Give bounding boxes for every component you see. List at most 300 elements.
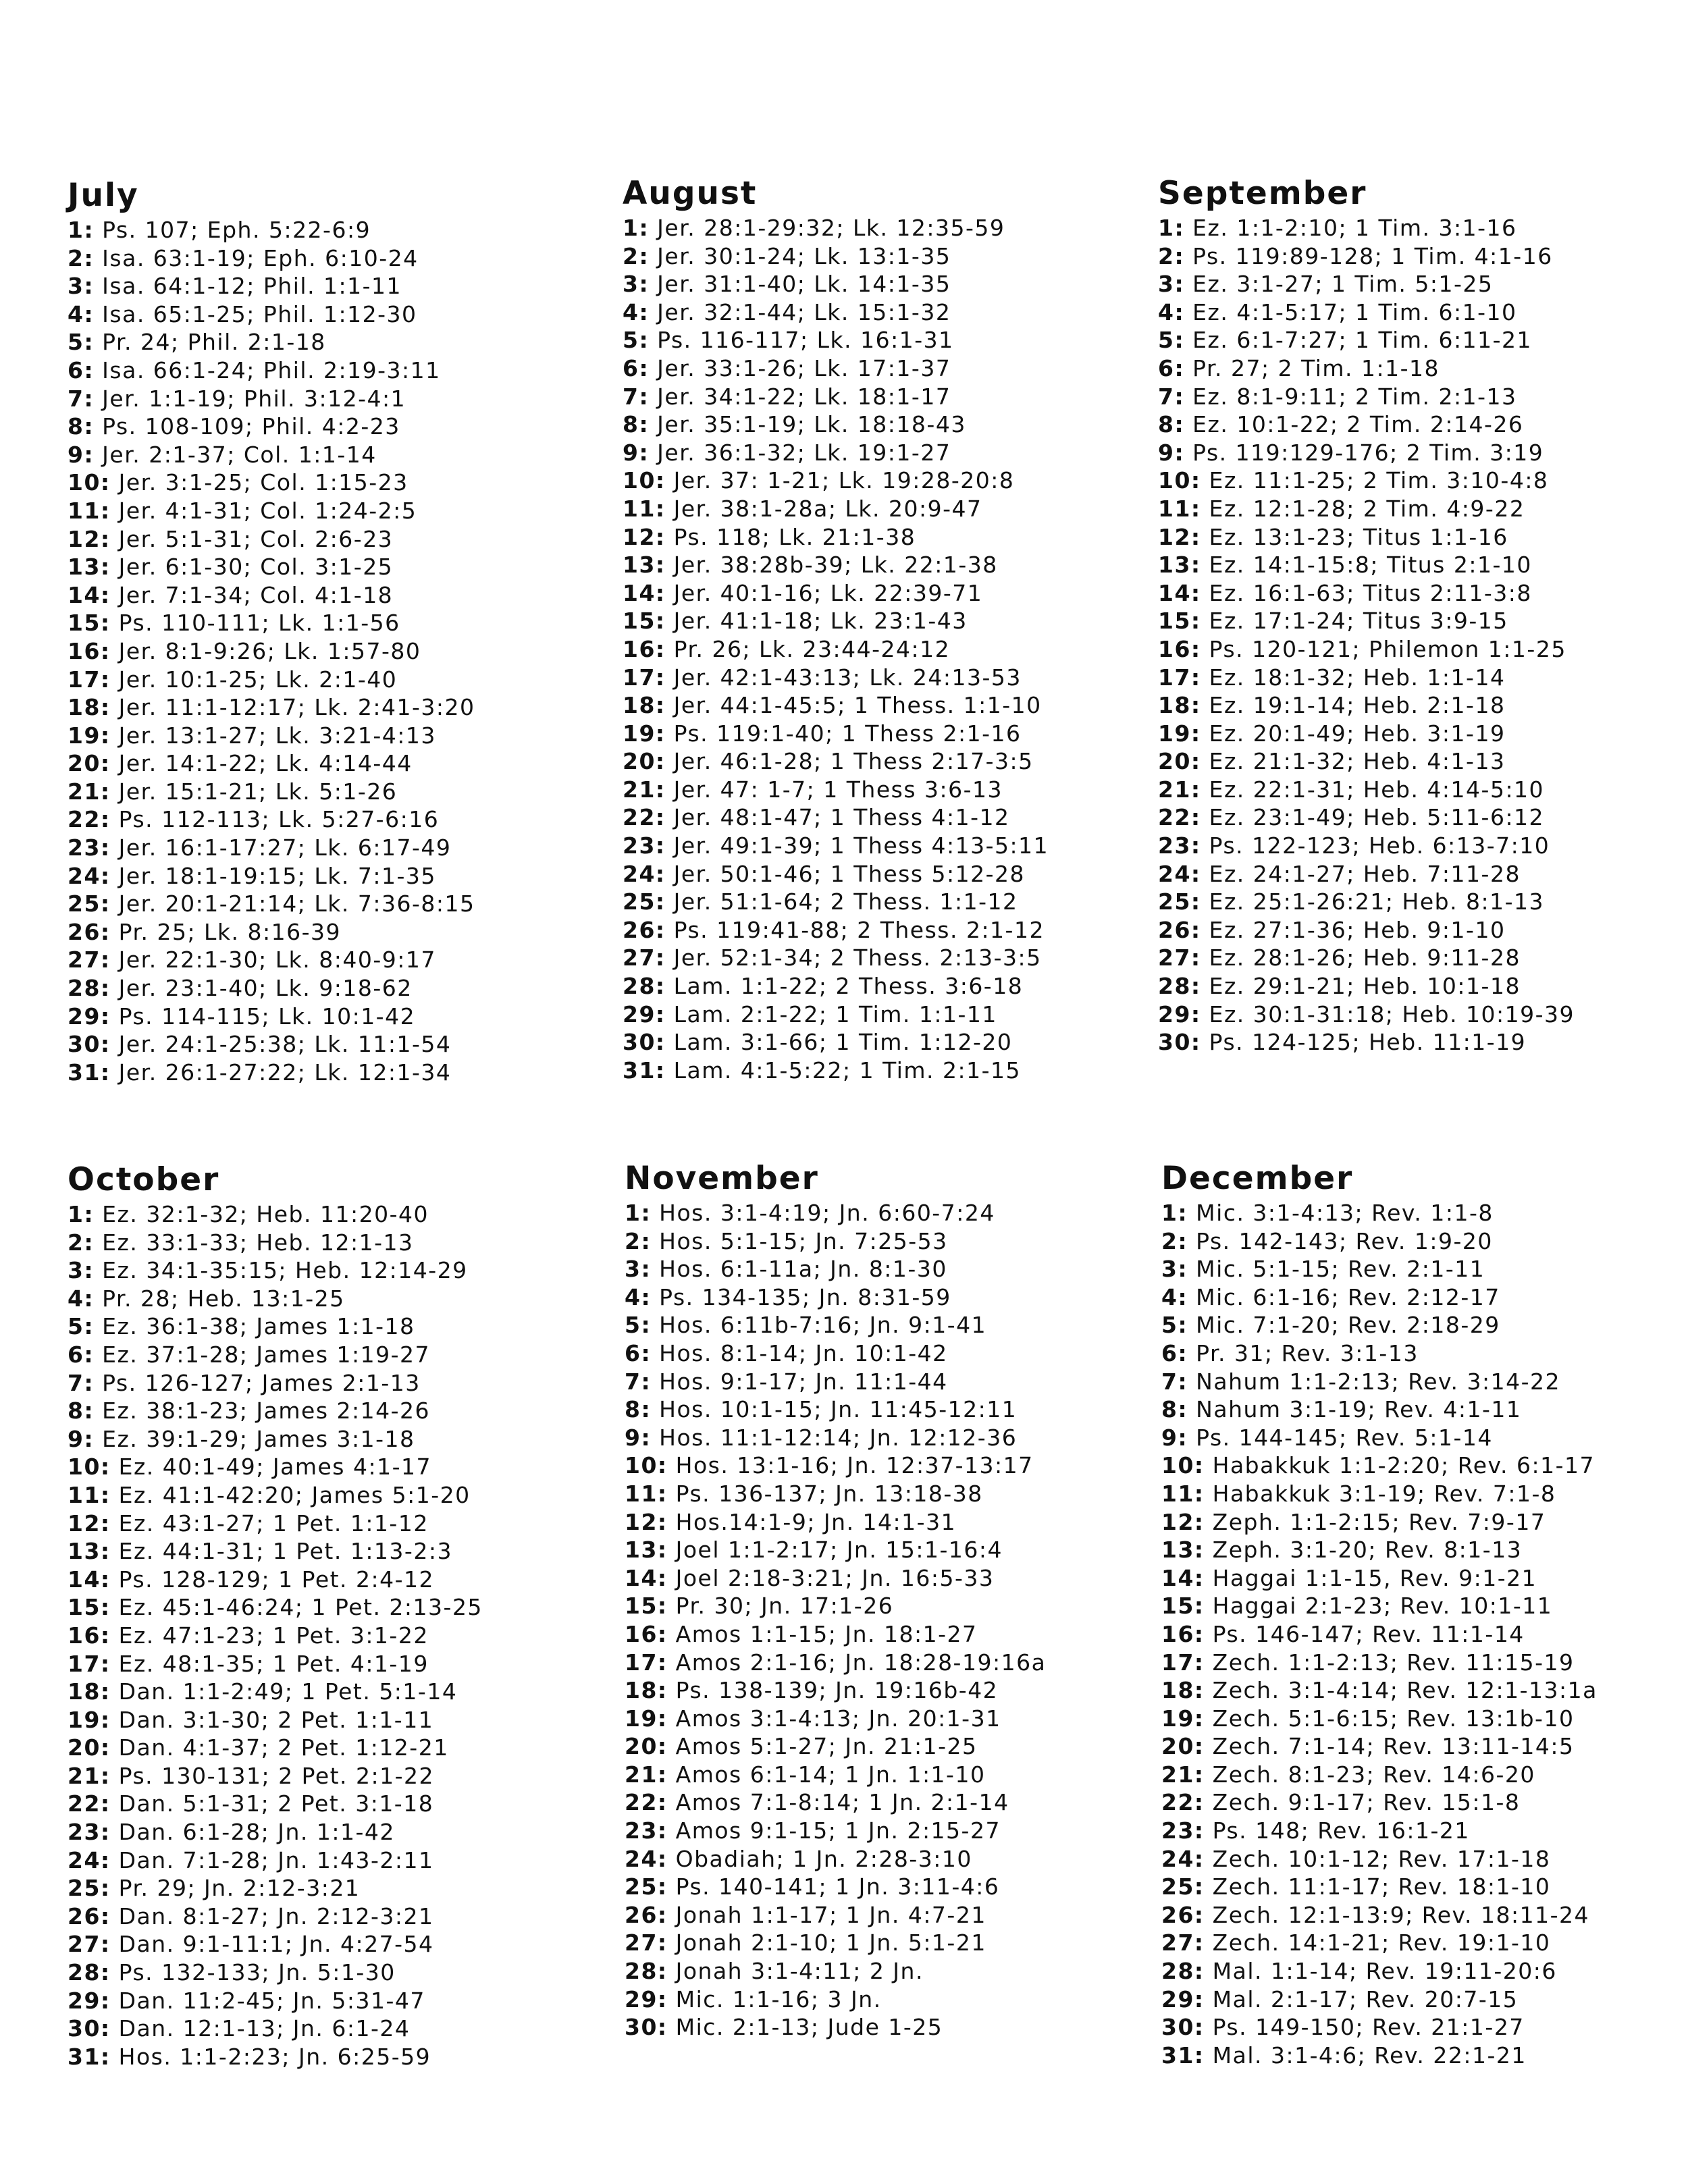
reading-row (1158, 495, 1685, 523)
reading-day: 18: (1161, 1677, 1205, 1704)
reading-row (623, 916, 1149, 944)
reading-row (625, 1424, 1151, 1452)
reading-passage: Ez. 11:1-25; 2 Tim. 3:10-4:8 (1209, 467, 1549, 494)
reading-day: 27: (1161, 1929, 1205, 1956)
reading-day: 24: (623, 860, 666, 887)
month-october (68, 1160, 594, 2071)
reading-passage: Ez. 17:1-24; Titus 3:9-15 (1209, 608, 1508, 635)
reading-row (1161, 1199, 1688, 1227)
reading-passage: Ez. 8:1-9:11; 2 Tim. 2:1-13 (1192, 383, 1517, 410)
reading-passage: Jer. 38:1-28a; Lk. 20:9-47 (673, 495, 982, 522)
reading-passage: Ps. 122-123; Heb. 6:13-7:10 (1209, 832, 1550, 859)
reading-passage: Ez. 13:1-23; Titus 1:1-16 (1209, 523, 1508, 550)
month-november (625, 1158, 1151, 2042)
reading-row (1161, 1901, 1688, 1929)
reading-day: 23: (1161, 1817, 1205, 1844)
reading-day: 23: (68, 834, 111, 861)
reading-row (1161, 1592, 1688, 1620)
reading-passage: Zeph. 1:1-2:15; Rev. 7:9-17 (1212, 1508, 1546, 1535)
reading-row (68, 1285, 594, 1313)
reading-row (1161, 1311, 1688, 1339)
reading-passage: Amos 9:1-15; 1 Jn. 2:15-27 (675, 1817, 1001, 1844)
reading-day: 16: (68, 1622, 111, 1649)
reading-passage: Ez. 14:1-15:8; Titus 2:1-10 (1209, 552, 1532, 579)
reading-day: 27: (625, 1929, 668, 1956)
reading-day: 28: (625, 1958, 668, 1985)
reading-day: 20: (1161, 1733, 1205, 1760)
reading-day: 25: (68, 890, 111, 917)
reading-row (1161, 1788, 1688, 1817)
reading-row (68, 1369, 594, 1397)
reading-day: 1: (623, 215, 650, 241)
reading-day: 21: (623, 776, 666, 803)
reading-row (68, 1030, 594, 1059)
reading-day: 18: (1158, 692, 1201, 719)
reading-row (68, 1593, 594, 1622)
reading-day: 28: (68, 1959, 111, 1986)
reading-row (68, 805, 594, 834)
reading-passage: Ps. 120-121; Philemon 1:1-25 (1209, 635, 1566, 662)
reading-passage: Ps. 144-145; Rev. 5:1-14 (1196, 1424, 1493, 1451)
reading-passage: Hos. 9:1-17; Jn. 11:1-44 (659, 1368, 948, 1395)
reading-day: 23: (625, 1817, 668, 1844)
reading-day: 21: (1161, 1761, 1205, 1788)
reading-passage: Pr. 28; Heb. 13:1-25 (102, 1285, 345, 1312)
reading-day: 12: (68, 525, 111, 552)
reading-row (1161, 1732, 1688, 1761)
reading-day: 18: (625, 1677, 668, 1704)
reading-passage: Hos. 5:1-15; Jn. 7:25-53 (659, 1227, 948, 1254)
reading-passage: Ez. 4:1-5:17; 1 Tim. 6:1-10 (1192, 298, 1517, 325)
reading-passage: Ps. 146-147; Rev. 11:1-14 (1212, 1620, 1525, 1647)
reading-passage: Ez. 38:1-23; James 2:14-26 (102, 1397, 431, 1424)
reading-row (1161, 1255, 1688, 1283)
month-july (68, 176, 594, 1086)
reading-row (68, 1510, 594, 1538)
reading-day: 25: (625, 1873, 668, 1900)
reading-passage: Zech. 8:1-23; Rev. 14:6-20 (1212, 1761, 1535, 1788)
reading-row (68, 946, 594, 974)
reading-passage: Pr. 26; Lk. 23:44-24:12 (673, 635, 951, 662)
reading-day: 2: (623, 242, 650, 269)
reading-passage: Ez. 39:1-29; James 3:1-18 (102, 1425, 415, 1452)
reading-passage: Hos. 13:1-16; Jn. 12:37-13:17 (675, 1452, 1034, 1479)
reading-passage: Ez. 47:1-23; 1 Pet. 3:1-22 (118, 1622, 429, 1649)
reading-passage: Ez. 30:1-31:18; Heb. 10:19-39 (1209, 1001, 1575, 1028)
reading-row (1158, 383, 1685, 411)
reading-day: 6: (1158, 354, 1185, 381)
reading-row (68, 1762, 594, 1790)
reading-passage: Ez. 18:1-32; Heb. 1:1-14 (1209, 664, 1506, 691)
reading-passage: Jer. 26:1-27:22; Lk. 12:1-34 (118, 1059, 452, 1086)
reading-day: 4: (625, 1283, 652, 1310)
reading-row (623, 635, 1149, 664)
reading-passage: Ps. 148; Rev. 16:1-21 (1212, 1817, 1470, 1844)
reading-day: 7: (68, 385, 95, 412)
reading-passage: Amos 7:1-8:14; 1 Jn. 2:1-14 (675, 1789, 1009, 1816)
reading-row (68, 272, 594, 300)
reading-passage: Jer. 51:1-64; 2 Thess. 1:1-12 (673, 888, 1018, 915)
reading-passage: Ez. 22:1-31; Heb. 4:14-5:10 (1209, 776, 1545, 803)
reading-passage: Ps. 119:89-128; 1 Tim. 4:1-16 (1192, 242, 1553, 269)
reading-row (68, 2015, 594, 2043)
reading-passage: Amos 3:1-4:13; Jn. 20:1-31 (675, 1705, 1001, 1732)
reading-day: 17: (68, 1650, 111, 1677)
reading-row (623, 664, 1149, 692)
reading-row (625, 1339, 1151, 1368)
reading-day: 29: (625, 1986, 668, 2013)
reading-row (68, 1959, 594, 1987)
reading-row (623, 242, 1149, 271)
reading-passage: Pr. 30; Jn. 17:1-26 (675, 1593, 894, 1620)
reading-day: 22: (1161, 1789, 1205, 1816)
reading-row (1161, 1536, 1688, 1564)
reading-row (68, 581, 594, 610)
reading-row (68, 1425, 594, 1454)
reading-day: 10: (68, 469, 111, 496)
reading-day: 18: (623, 692, 666, 719)
reading-day: 9: (1161, 1424, 1188, 1451)
reading-passage: Ez. 27:1-36; Heb. 9:1-10 (1209, 916, 1506, 943)
reading-day: 9: (623, 439, 650, 466)
reading-day: 30: (68, 1031, 111, 1058)
reading-passage: Ez. 24:1-27; Heb. 7:11-28 (1209, 860, 1521, 887)
reading-row (1161, 1957, 1688, 1986)
reading-day: 30: (1161, 2014, 1205, 2041)
reading-day: 8: (68, 413, 95, 440)
reading-row (625, 1283, 1151, 1312)
reading-passage: Jer. 33:1-26; Lk. 17:1-37 (657, 354, 951, 381)
reading-passage: Jer. 15:1-21; Lk. 5:1-26 (118, 778, 398, 805)
reading-day: 29: (68, 1987, 111, 2014)
reading-row (623, 354, 1149, 383)
reading-row (68, 609, 594, 637)
reading-day: 1: (68, 1201, 95, 1227)
reading-row (68, 1846, 594, 1875)
reading-row (68, 1734, 594, 1762)
reading-passage: Ps. 138-139; Jn. 19:16b-42 (675, 1677, 999, 1704)
reading-day: 7: (623, 383, 650, 410)
reading-row (68, 412, 594, 441)
reading-day: 10: (1161, 1452, 1205, 1479)
reading-passage: Jer. 48:1-47; 1 Thess 4:1-12 (673, 804, 1010, 831)
reading-day: 1: (1158, 215, 1185, 241)
reading-day: 30: (1158, 1029, 1201, 1056)
reading-day: 27: (68, 1931, 111, 1958)
reading-day: 1: (1161, 1200, 1188, 1226)
reading-passage: Jer. 6:1-30; Col. 3:1-25 (118, 554, 394, 581)
reading-passage: Ps. 132-133; Jn. 5:1-30 (118, 1959, 396, 1986)
reading-row (1158, 354, 1685, 383)
reading-day: 23: (68, 1819, 111, 1846)
reading-row (68, 1453, 594, 1481)
reading-day: 13: (68, 1538, 111, 1565)
reading-row (68, 1902, 594, 1931)
reading-row (68, 300, 594, 329)
reading-passage: Habakkuk 3:1-19; Rev. 7:1-8 (1212, 1480, 1556, 1507)
reading-passage: Jer. 22:1-30; Lk. 8:40-9:17 (118, 947, 436, 974)
reading-day: 27: (623, 944, 666, 971)
reading-day: 23: (1158, 832, 1201, 859)
reading-row (68, 1481, 594, 1510)
reading-day: 31: (1161, 2042, 1205, 2069)
reading-row (1161, 2042, 1688, 2070)
reading-day: 19: (623, 720, 666, 747)
reading-list (1158, 214, 1685, 1057)
reading-passage: Dan. 11:2-45; Jn. 5:31-47 (118, 1987, 425, 2014)
reading-row (625, 1788, 1151, 1817)
reading-day: 5: (625, 1312, 652, 1339)
reading-row (623, 747, 1149, 776)
reading-passage: Mic. 6:1-16; Rev. 2:12-17 (1196, 1283, 1500, 1310)
reading-day: 26: (625, 1901, 668, 1928)
reading-row (1158, 270, 1685, 298)
reading-passage: Jer. 36:1-32; Lk. 19:1-27 (657, 439, 951, 466)
reading-row (625, 1395, 1151, 1424)
reading-passage: Mic. 2:1-13; Jude 1-25 (675, 2014, 943, 2041)
reading-day: 20: (68, 750, 111, 777)
reading-row (1158, 664, 1685, 692)
reading-row (625, 1873, 1151, 1901)
reading-passage: Ps. 107; Eph. 5:22-6:9 (102, 217, 371, 243)
reading-day: 16: (1158, 635, 1201, 662)
reading-row (625, 1676, 1151, 1705)
reading-day: 25: (1161, 1873, 1205, 1900)
reading-row (1161, 1227, 1688, 1256)
reading-row (623, 410, 1149, 439)
reading-passage: Mic. 3:1-4:13; Rev. 1:1-8 (1196, 1200, 1494, 1226)
reading-row (68, 722, 594, 750)
reading-day: 2: (1158, 242, 1185, 269)
reading-day: 4: (68, 1285, 95, 1312)
reading-row (68, 637, 594, 666)
reading-passage: Jer. 23:1-40; Lk. 9:18-62 (118, 975, 413, 1002)
reading-passage: Isa. 63:1-19; Eph. 6:10-24 (102, 244, 419, 271)
reading-row (1158, 242, 1685, 271)
reading-list (623, 214, 1149, 1084)
reading-passage: Mic. 5:1-15; Rev. 2:1-11 (1196, 1256, 1485, 1283)
reading-row (68, 693, 594, 722)
reading-row (625, 1705, 1151, 1733)
reading-row (623, 776, 1149, 804)
reading-day: 28: (623, 973, 666, 1000)
reading-passage: Ps. 118; Lk. 21:1-38 (673, 523, 916, 550)
reading-passage: Jer. 41:1-18; Lk. 23:1-43 (673, 608, 968, 635)
reading-day: 7: (68, 1369, 95, 1396)
reading-day: 11: (68, 1481, 111, 1508)
reading-passage: Lam. 4:1-5:22; 1 Tim. 2:1-15 (673, 1057, 1022, 1084)
reading-passage: Dan. 7:1-28; Jn. 1:43-2:11 (118, 1846, 434, 1873)
reading-row (1158, 410, 1685, 439)
reading-day: 31: (623, 1057, 666, 1084)
reading-passage: Ps. 112-113; Lk. 5:27-6:16 (118, 806, 440, 833)
reading-passage: Ez. 19:1-14; Heb. 2:1-18 (1209, 692, 1506, 719)
reading-day: 29: (623, 1001, 666, 1028)
reading-row (68, 244, 594, 273)
reading-passage: Ez. 40:1-49; James 4:1-17 (118, 1454, 431, 1481)
reading-day: 16: (625, 1620, 668, 1647)
reading-day: 12: (1161, 1508, 1205, 1535)
reading-day: 19: (1158, 720, 1201, 747)
reading-day: 9: (1158, 439, 1185, 466)
reading-passage: Jer. 38:28b-39; Lk. 22:1-38 (673, 552, 998, 579)
reading-passage: Ez. 48:1-35; 1 Pet. 4:1-19 (118, 1650, 429, 1677)
reading-passage: Joel 1:1-2:17; Jn. 15:1-16:4 (675, 1537, 1003, 1564)
reading-day: 16: (68, 637, 111, 664)
reading-row (625, 1649, 1151, 1677)
reading-passage: Obadiah; 1 Jn. 2:28-3:10 (675, 1845, 972, 1872)
reading-passage: Nahum 1:1-2:13; Rev. 3:14-22 (1196, 1368, 1560, 1395)
reading-passage: Pr. 31; Rev. 3:1-13 (1196, 1339, 1419, 1366)
reading-row (625, 1817, 1151, 1845)
reading-row (1161, 1873, 1688, 1901)
reading-day: 21: (68, 1762, 111, 1789)
reading-passage: Jer. 8:1-9:26; Lk. 1:57-80 (118, 637, 421, 664)
reading-passage: Dan. 9:1-11:1; Jn. 4:27-54 (118, 1931, 434, 1958)
reading-day: 7: (1158, 383, 1185, 410)
reading-passage: Dan. 12:1-13; Jn. 6:1-24 (118, 2015, 411, 2042)
reading-row (68, 1256, 594, 1285)
reading-day: 17: (1158, 664, 1201, 691)
reading-passage: Jer. 49:1-39; 1 Thess 4:13-5:11 (673, 832, 1049, 859)
reading-row (625, 1901, 1151, 1929)
reading-day: 29: (1158, 1001, 1201, 1028)
reading-day: 2: (68, 1229, 95, 1256)
reading-day: 28: (1161, 1958, 1205, 1985)
reading-row (68, 385, 594, 413)
reading-row (1161, 1929, 1688, 1957)
reading-day: 6: (623, 354, 650, 381)
reading-row (623, 551, 1149, 579)
reading-row (623, 803, 1149, 832)
reading-row (68, 469, 594, 497)
reading-passage: Ps. 119:1-40; 1 Thess 2:1-16 (673, 720, 1022, 747)
reading-passage: Jer. 28:1-29:32; Lk. 12:35-59 (657, 215, 1005, 241)
reading-row (1161, 1705, 1688, 1733)
reading-day: 10: (625, 1452, 668, 1479)
reading-row (68, 1537, 594, 1566)
reading-row (68, 778, 594, 806)
reading-day: 14: (1161, 1564, 1205, 1591)
reading-day: 13: (1161, 1537, 1205, 1564)
reading-passage: Jer. 3:1-25; Col. 1:15-23 (118, 469, 408, 496)
reading-row (1161, 1817, 1688, 1845)
reading-passage: Mal. 2:1-17; Rev. 20:7-15 (1212, 1986, 1519, 2013)
reading-day: 3: (1161, 1256, 1188, 1283)
reading-row (623, 495, 1149, 523)
reading-day: 11: (68, 497, 111, 524)
reading-list (68, 216, 594, 1086)
reading-row (625, 1761, 1151, 1789)
reading-day: 8: (1158, 411, 1185, 438)
reading-passage: Jonah 1:1-17; 1 Jn. 4:7-21 (675, 1901, 986, 1928)
reading-passage: Zech. 14:1-21; Rev. 19:1-10 (1212, 1929, 1551, 1956)
reading-passage: Haggai 1:1-15, Rev. 9:1-21 (1212, 1564, 1537, 1591)
reading-day: 20: (68, 1734, 111, 1761)
reading-passage: Ps. 142-143; Rev. 1:9-20 (1196, 1227, 1493, 1254)
reading-row (68, 1003, 594, 1031)
reading-row (623, 383, 1149, 411)
reading-row (68, 1341, 594, 1369)
reading-row (1158, 439, 1685, 467)
reading-row (68, 1650, 594, 1678)
reading-passage: Zech. 12:1-13:9; Rev. 18:11-24 (1212, 1901, 1589, 1928)
reading-passage: Jer. 37: 1-21; Lk. 19:28-20:8 (673, 467, 1015, 494)
month-title: November (625, 1160, 819, 1197)
reading-passage: Ps. 126-127; James 2:1-13 (102, 1369, 421, 1396)
reading-row (1161, 1508, 1688, 1537)
reading-list (625, 1199, 1151, 2042)
reading-passage: Jer. 35:1-19; Lk. 18:18-43 (657, 411, 966, 438)
reading-passage: Ez. 21:1-32; Heb. 4:1-13 (1209, 748, 1506, 775)
reading-passage: Isa. 65:1-25; Phil. 1:12-30 (102, 300, 417, 327)
reading-row (68, 1678, 594, 1706)
reading-row (1158, 860, 1685, 888)
reading-passage: Hos. 10:1-15; Jn. 11:45-12:11 (659, 1396, 1018, 1423)
reading-row (1158, 832, 1685, 860)
reading-passage: Zech. 11:1-17; Rev. 18:1-10 (1212, 1873, 1551, 1900)
reading-day: 19: (68, 722, 111, 749)
reading-day: 13: (623, 552, 666, 579)
reading-day: 1: (68, 217, 95, 243)
reading-day: 12: (625, 1508, 668, 1535)
reading-day: 25: (1158, 888, 1201, 915)
reading-passage: Jer. 13:1-27; Lk. 3:21-4:13 (118, 722, 436, 749)
reading-day: 17: (1161, 1649, 1205, 1676)
reading-row (623, 1001, 1149, 1029)
reading-passage: Jer. 14:1-22; Lk. 4:14-44 (118, 750, 413, 777)
reading-passage: Mic. 1:1-16; 3 Jn. (675, 1986, 882, 2013)
reading-day: 24: (68, 862, 111, 889)
reading-row (625, 1845, 1151, 1873)
reading-passage: Zech. 9:1-17; Rev. 15:1-8 (1212, 1789, 1521, 1816)
reading-day: 26: (1161, 1901, 1205, 1928)
reading-row (68, 1706, 594, 1734)
reading-passage: Jer. 52:1-34; 2 Thess. 2:13-3:5 (673, 944, 1042, 971)
reading-day: 4: (1161, 1283, 1188, 1310)
reading-passage: Ez. 37:1-28; James 1:19-27 (102, 1341, 431, 1368)
reading-row (68, 1397, 594, 1425)
reading-row (68, 497, 594, 525)
reading-day: 3: (625, 1256, 652, 1283)
reading-passage: Hos. 6:1-11a; Jn. 8:1-30 (659, 1256, 947, 1283)
reading-row (1158, 214, 1685, 242)
reading-row (68, 1566, 594, 1594)
reading-passage: Jer. 32:1-44; Lk. 15:1-32 (657, 298, 951, 325)
reading-passage: Jer. 47: 1-7; 1 Thess 3:6-13 (673, 776, 1003, 803)
reading-row (1158, 1028, 1685, 1057)
reading-row (1161, 2013, 1688, 2042)
reading-passage: Habakkuk 1:1-2:20; Rev. 6:1-17 (1212, 1452, 1595, 1479)
reading-day: 28: (1158, 973, 1201, 1000)
reading-row (1158, 944, 1685, 972)
reading-passage: Jer. 46:1-28; 1 Thess 2:17-3:5 (673, 748, 1034, 775)
reading-day: 22: (625, 1789, 668, 1816)
reading-day: 11: (1161, 1480, 1205, 1507)
reading-day: 20: (1158, 748, 1201, 775)
reading-row (68, 1987, 594, 2015)
reading-row (1161, 1339, 1688, 1368)
reading-passage: Nahum 3:1-19; Rev. 4:1-11 (1196, 1396, 1522, 1423)
reading-passage: Ez. 20:1-49; Heb. 3:1-19 (1209, 720, 1506, 747)
reading-day: 5: (68, 1313, 95, 1340)
reading-row (1161, 1368, 1688, 1396)
reading-passage: Isa. 66:1-24; Phil. 2:19-3:11 (102, 356, 441, 383)
reading-row (625, 1957, 1151, 1986)
reading-row (1161, 1845, 1688, 1873)
reading-day: 9: (68, 1425, 95, 1452)
reading-day: 18: (68, 1678, 111, 1705)
